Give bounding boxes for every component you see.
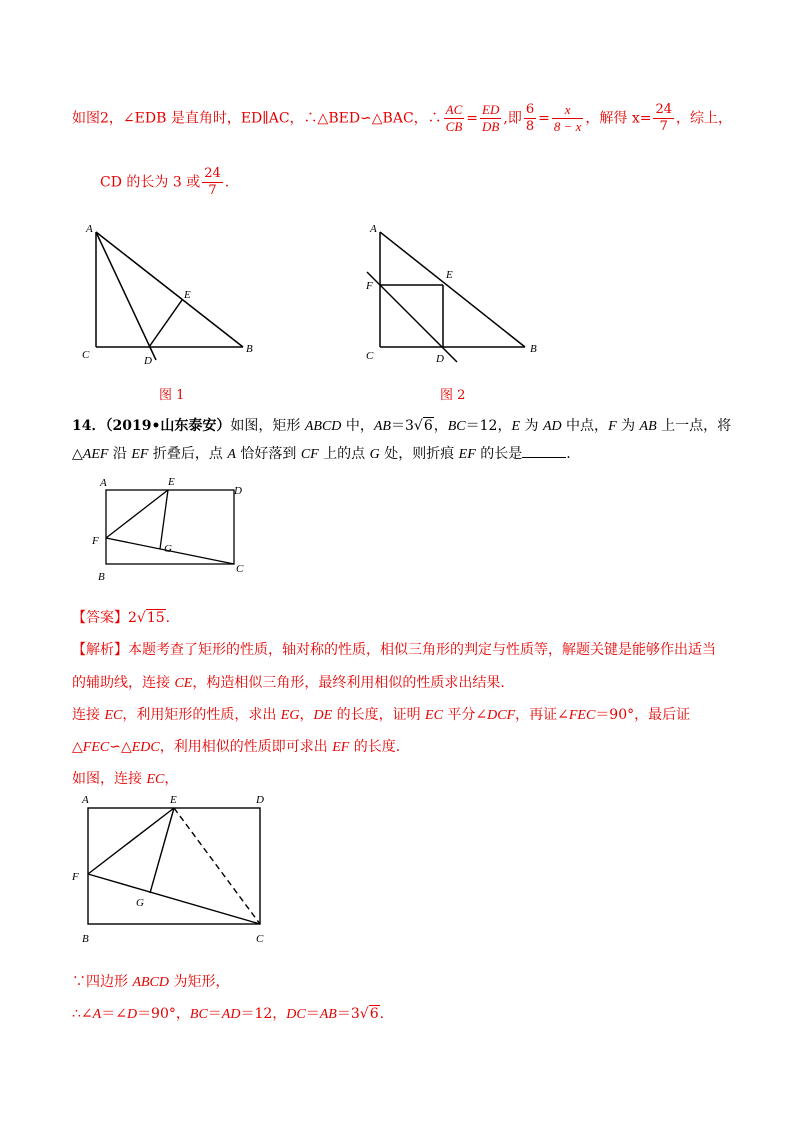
- svg-text:D: D: [256, 794, 264, 806]
- svg-text:G: G: [136, 897, 144, 909]
- svg-text:E: E: [446, 269, 453, 281]
- svg-text:G: G: [164, 543, 172, 555]
- svg-text:C: C: [366, 350, 374, 362]
- svg-text:C: C: [82, 349, 90, 361]
- sqrt-15: √15: [136, 610, 165, 626]
- fraction-24-7: $\frac{24}{7}$: [655, 102, 673, 134]
- analysis-line-4: △FEC∽△EDC，利用相似的性质即可求出 EF 的长度.: [72, 739, 401, 755]
- fraction-24-7-b: $\frac{24}{7}$: [204, 166, 221, 198]
- svg-text:B: B: [246, 343, 253, 355]
- problem-source: （2019•山东泰安）: [105, 418, 231, 434]
- svg-text:D: D: [234, 485, 242, 497]
- svg-text:A: A: [370, 223, 377, 235]
- svg-text:C: C: [236, 563, 244, 575]
- analysis-line-1: 【解析】本题考查了矩形的性质，轴对称的性质，相似三角形的判定与性质等，解题关键是能够作出适当: [72, 642, 716, 658]
- figure-4-diagram: [70, 792, 280, 950]
- svg-text:E: E: [184, 289, 191, 301]
- sqrt-6: √6: [413, 418, 433, 434]
- segment-ab: [96, 232, 243, 347]
- figure-3-diagram: [90, 474, 260, 584]
- svg-text:D: D: [144, 355, 152, 367]
- segment-de: [149, 300, 182, 347]
- svg-text:C: C: [256, 933, 264, 945]
- segment-ad-extended: [96, 232, 156, 360]
- sqrt-6-b: √6: [359, 1006, 379, 1022]
- analysis-line-3: 连接 EC，利用矩形的性质，求出 EG，DE 的长度，证明 EC 平分∠DCF，再证∠FEC＝90°，最后证: [72, 707, 691, 723]
- answer-blank: [522, 443, 566, 458]
- figure-2-diagram: [362, 222, 552, 372]
- figure-1-caption: 图 1: [159, 388, 185, 403]
- solution-line-1: 如图2，∠EDB 是直角时，ED∥AC，∴△BED∽△BAC，∴ $\frac{AC}{CB}$ = $\frac{ED}{DB}$ ,即 $\frac{6}{8}$ = $\frac{x}{8 - x}$ ，解得 x= $\frac{24}{7}$ ，综上，: [72, 102, 733, 134]
- answer-line: 【答案】2√15.: [72, 606, 170, 630]
- fraction-6-8: $\frac{6}{8}$: [525, 102, 535, 134]
- problem-14-line-2: △AEF 沿 EF 折叠后，点 A 恰好落到 CF 上的点 G 处，则折痕 EF 的长是 .: [72, 442, 571, 467]
- svg-text:B: B: [82, 933, 89, 945]
- svg-text:A: A: [82, 794, 89, 806]
- analysis-label: 【解析】: [72, 642, 128, 658]
- figure-2-caption: 图 2: [440, 388, 466, 403]
- fraction-ed-db: $\frac{ED}{DB}$: [482, 102, 500, 134]
- problem-14-line-1: 14．（2019•山东泰安）如图，矩形 ABCD 中，AB＝3√6，BC＝12，E 为 AD 中点，F 为 AB 上一点，将: [72, 414, 731, 439]
- solution-line-2: CD 的长为 3 或 $\frac{24}{7}$ .: [100, 166, 230, 198]
- svg-text:B: B: [98, 571, 105, 583]
- svg-text:A: A: [100, 477, 107, 489]
- analysis-line-2: 的辅助线，连接 CE，构造相似三角形，最终利用相似的性质求出结果.: [72, 675, 505, 691]
- svg-text:F: F: [72, 871, 79, 883]
- svg-text:D: D: [436, 353, 444, 365]
- svg-text:A: A: [86, 223, 93, 235]
- proof-line-1: ∵四边形 ABCD 为矩形，: [72, 974, 230, 990]
- problem-number: 14．: [72, 418, 106, 434]
- answer-label: 【答案】: [72, 610, 128, 626]
- svg-text:F: F: [366, 280, 373, 292]
- fraction-ac-cb: $\frac{AC}{CB}$: [445, 102, 463, 134]
- proof-line-2: ∴∠A＝∠D＝90°，BC＝AD＝12，DC＝AB＝3√6.: [72, 1002, 384, 1027]
- fraction-x-8minusx: $\frac{x}{8 - x}$: [553, 102, 582, 134]
- svg-text:F: F: [92, 535, 99, 547]
- svg-text:B: B: [530, 343, 537, 355]
- connect-line: 如图，连接 EC，: [72, 771, 179, 787]
- svg-text:E: E: [168, 476, 175, 488]
- figure-1-diagram: [78, 222, 268, 372]
- svg-text:E: E: [170, 794, 177, 806]
